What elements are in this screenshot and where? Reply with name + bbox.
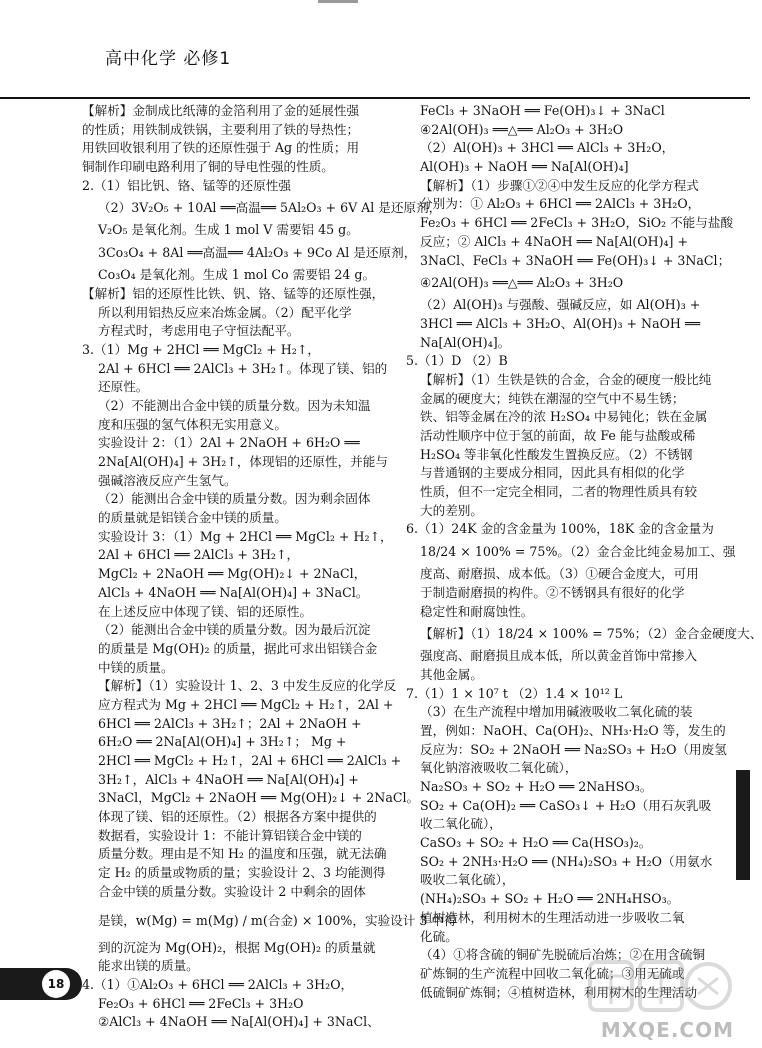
text-line: SO₂ + 2NH₃·H₂O ══ (NH₄)₂SO₃ + H₂O（用氨水 bbox=[420, 853, 713, 869]
text-line: 3NaCl、FeCl₃ + 3NaOH ══ Fe(OH)₃↓ + 3NaCl； bbox=[420, 252, 731, 268]
text-line: 的质量就是铝镁合金中镁的质量。 bbox=[98, 510, 287, 526]
text-line: （2）能测出合金中镁的质量分数。因为剩余固体 bbox=[98, 491, 371, 507]
text-line: 植树造林，利用树木的生理活动进一步吸收二氧 bbox=[420, 909, 685, 925]
text-line: MgCl₂ + 2NaOH ══ Mg(OH)₂↓ + 2NaCl， bbox=[98, 566, 367, 582]
text-line: 体现了镁、铝的还原性。（2）根据各方案中提供的 bbox=[98, 809, 377, 825]
watermark-url: MXQE.COM bbox=[600, 1018, 734, 1042]
text-line: CaSO₃ + SO₂ + H₂O ══ Ca(HSO₃)₂。 bbox=[420, 835, 652, 851]
text-line: 收二氧化硫）， bbox=[420, 816, 502, 832]
text-line: 2Na[Al(OH)₄] + 3H₂↑，体现铝的还原性，并能与 bbox=[98, 454, 388, 469]
text-line: 分别为：① Al₂O₃ + 6HCl ══ 2AlCl₃ + 3H₂O， bbox=[420, 196, 701, 212]
text-line: 氧化钠溶液吸收二氧化硫）， bbox=[420, 760, 578, 776]
text-line: SO₂ + Ca(OH)₂ ══ CaSO₃↓ + H₂O（用石灰乳吸 bbox=[420, 797, 712, 813]
text-line: 【解析】（1）步骤①②④中发生反应的化学方程式 bbox=[420, 177, 699, 193]
text-line: 的性质；用铁制成铁锅，主要利用了铁的导热性； bbox=[82, 121, 360, 137]
text-line: FeCl₃ + 3NaOH ══ Fe(OH)₃↓ + 3NaCl bbox=[420, 103, 665, 118]
text-line: 【解析】（1）生铁是铁的合金，合金的硬度一般比纯 bbox=[420, 371, 712, 387]
text-line: Na₂SO₃ + SO₂ + H₂O ══ 2NaHSO₃。 bbox=[420, 779, 653, 794]
text-line: 稳定性和耐腐蚀性。 bbox=[420, 603, 534, 619]
text-line: 性质，但不一定完全相同，二者的物理性质具有较 bbox=[420, 484, 698, 500]
text-line: （2）3V₂O₅ + 10Al ══高温══ 5Al₂O₃ + 6V Al 是还原剂， bbox=[98, 200, 442, 216]
text-line: 数据看，实验设计 1：不能计算铝镁合金中镁的 bbox=[98, 827, 362, 843]
text-line: 度高、耐磨损、成本低。（3）①硬合金度大，可用 bbox=[420, 566, 699, 582]
text-line: 与普通钢的主要成分相同，因此具有相似的化学 bbox=[420, 465, 685, 481]
text-line: 矿炼铜的生产流程中回收二氧化硫；③用无硫或 bbox=[420, 965, 685, 981]
text-line: 强碱溶液反应产生氢气。 bbox=[98, 472, 237, 488]
text-line: 在上述反应中体现了镁、铝的还原性。 bbox=[98, 603, 313, 619]
text-line: 反应；② AlCl₃ + 4NaOH ══ Na[Al(OH)₄] + bbox=[420, 233, 689, 249]
text-line: 【解析】（1）18/24 × 100% = 75%；（2）金合金硬度大、 bbox=[420, 626, 762, 642]
text-line: 【解析】铝的还原性比铁、钒、铬、锰等的还原性强， bbox=[82, 285, 385, 301]
text-line: 3.（1）Mg + 2HCl ══ MgCl₂ + H₂↑， bbox=[82, 341, 320, 357]
text-line: 6.（1）24K 金的含金量为 100%，18K 金的含金量为 bbox=[406, 521, 714, 537]
text-line: 质量分数。理由是不知 H₂ 的温度和压强，就无法确 bbox=[98, 846, 387, 862]
header-rule bbox=[0, 97, 750, 99]
text-line: 所以利用铝热反应来冶炼金属。（2）配平化学 bbox=[98, 304, 352, 320]
text-line: 方程式时，考虑用电子守恒法配平。 bbox=[98, 323, 300, 339]
text-line: 铜制作印刷电路利用了铜的导电性强的性质。 bbox=[82, 159, 334, 175]
text-line: V₂O₅ 是氧化剂。生成 1 mol V 需要铝 45 g。 bbox=[98, 222, 359, 238]
right-column bbox=[400, 102, 762, 1002]
text-line: 3NaCl，MgCl₂ + 2NaOH ══ Mg(OH)₂↓ + 2NaCl。 bbox=[98, 790, 420, 806]
text-line: 实验设计 2：（1）2Al + 2NaOH + 6H₂O ══ bbox=[98, 435, 360, 451]
text-line: 2HCl ══ MgCl₂ + H₂↑，2Al + 6HCl ══ 2AlCl₃ + bbox=[98, 753, 402, 768]
text-line: 6H₂O ══ 2Na[Al(OH)₄] + 3H₂↑； Mg + bbox=[98, 734, 347, 750]
text-line: 到的沉淀为 Mg(OH)₂，根据 Mg(OH)₂ 的质量就 bbox=[98, 939, 376, 955]
text-line: ④2Al(OH)₃ ══△══ Al₂O₃ + 3H₂O bbox=[420, 275, 624, 291]
text-line: 【解析】金制成比纸薄的金箔利用了金的延展性强 bbox=[82, 103, 360, 118]
text-line: Co₃O₄ 是氧化剂。生成 1 mol Co 需要铝 24 g。 bbox=[98, 267, 376, 283]
text-line: 实验设计 3：（1）Mg + 2HCl ══ MgCl₂ + H₂↑， bbox=[98, 528, 393, 544]
text-line: 能求出镁的质量。 bbox=[98, 958, 199, 974]
text-line: 7.（1）1 × 10⁷ t （2）1.4 × 10¹² L bbox=[406, 685, 623, 701]
text-line: 3HCl ══ AlCl₃ + 3H₂O、Al(OH)₃ + NaOH ══ bbox=[420, 315, 701, 331]
page-header-title: 高中化学 必修1 bbox=[105, 49, 232, 69]
text-line: Fe₂O₃ + 6HCl ══ 2FeCl₃ + 3H₂O bbox=[98, 995, 304, 1011]
text-line: (NH₄)₂SO₃ + SO₂ + H₂O ══ 2NH₄HSO₃。 bbox=[420, 891, 680, 907]
text-line: 用铁回收银利用了铁的还原性强于 Ag 的性质；用 bbox=[82, 140, 360, 156]
text-line: （2）Al(OH)₃ + 3HCl ══ AlCl₃ + 3H₂O， bbox=[420, 140, 675, 156]
text-line: （3）在生产流程中增加用碱液吸收二氧化硫的装 bbox=[420, 704, 693, 720]
text-line: （4）①将含硫的铜矿先脱硫后冶炼；②在用含硫铜 bbox=[420, 947, 706, 963]
text-line: 是镁，w(Mg) = m(Mg) / m(合金) × 100%，实验设计 3 中得 bbox=[98, 912, 457, 928]
text-line: 金属的硬度大；纯铁在潮湿的空气中不易生锈； bbox=[420, 390, 685, 406]
text-line: （2）不能测出合金中镁的质量分数。因为未知温 bbox=[98, 397, 371, 413]
side-edge-tab bbox=[736, 770, 750, 880]
text-line: 6HCl ══ 2AlCl₃ + 3H₂↑；2Al + 2NaOH + bbox=[98, 715, 362, 731]
text-line: 3Co₃O₄ + 8Al ══高温══ 4Al₂O₃ + 9Co Al 是还原剂， bbox=[98, 245, 417, 261]
text-line: ④2Al(OH)₃ ══△══ Al₂O₃ + 3H₂O bbox=[420, 121, 624, 137]
text-line: 度和压强的氢气体积无实用意义。 bbox=[98, 416, 287, 432]
text-line: H₂SO₄ 等非氧化性酸发生置换反应。（2）不锈钢 bbox=[420, 446, 693, 462]
text-line: 定 H₂ 的质量或物质的量；实验设计 2、3 均能测得 bbox=[98, 865, 386, 881]
text-line: 2Al + 6HCl ══ 2AlCl₃ + 3H₂↑。体现了镁、铝的 bbox=[98, 360, 388, 376]
text-line: 2.（1）铝比钒、铬、锰等的还原性强 bbox=[82, 177, 291, 193]
text-line: 18/24 × 100% = 75%。（2）金合金比纯金易加工、强 bbox=[420, 544, 736, 560]
text-line: 合金中镁的质量分数。实验设计 2 中剩余的固体 bbox=[98, 883, 366, 899]
text-line: （2）Al(OH)₃ 与强酸、强碱反应，如 Al(OH)₃ + bbox=[420, 297, 701, 313]
text-line: 中镁的质量。 bbox=[98, 659, 174, 675]
text-line: 吸收二氧化硫）， bbox=[420, 872, 515, 888]
text-line: 【解析】（1）实验设计 1、2、3 中发生反应的化学反 bbox=[98, 678, 397, 694]
text-line: 铁、铝等金属在冷的浓 H₂SO₄ 中易钝化；铁在金属 bbox=[420, 409, 708, 425]
text-line: 反应为：SO₂ + 2NaOH ══ Na₂SO₃ + H₂O（用废氢 bbox=[420, 741, 727, 757]
text-line: Na[Al(OH)₄]。 bbox=[420, 334, 511, 350]
text-line: 低硫铜矿炼铜；④植树造林，利用树木的生理活动 bbox=[420, 984, 698, 1000]
top-mark bbox=[318, 0, 358, 3]
text-line: 还原性。 bbox=[98, 379, 149, 395]
text-line: 4.（1）①Al₂O₃ + 6HCl ══ 2AlCl₃ + 3H₂O， bbox=[82, 976, 354, 992]
text-line: 活动性顺序中位于氢的前面，故 Fe 能与盐酸或稀 bbox=[420, 428, 696, 443]
text-line: 大的差别。 bbox=[420, 502, 483, 518]
watermark-logo-icon bbox=[586, 952, 736, 1022]
text-line: ②AlCl₃ + 4NaOH ══ Na[Al(OH)₄] + 3NaCl、 bbox=[98, 1014, 380, 1030]
text-line: 化硫。 bbox=[420, 928, 458, 944]
text-line: （2）能测出合金中镁的质量分数。因为最后沉淀 bbox=[98, 622, 371, 638]
text-line: 置，例如：NaOH、Ca(OH)₂、NH₃·H₂O 等，发生的 bbox=[420, 722, 726, 738]
text-line: Al(OH)₃ + NaOH ══ Na[Al(OH)₄] bbox=[420, 159, 629, 175]
text-line: 的质量是 Mg(OH)₂ 的质量，据此可求出铝镁合金 bbox=[98, 640, 378, 656]
text-line: Fe₂O₃ + 6HCl ══ 2FeCl₃ + 3H₂O，SiO₂ 不能与盐酸 bbox=[420, 215, 734, 231]
text-line: 应方程式为 Mg + 2HCl ══ MgCl₂ + H₂↑，2Al + bbox=[98, 696, 394, 712]
text-line: 强度高、耐磨损且成本低，所以黄金首饰中常掺入 bbox=[420, 648, 698, 664]
text-line: 2Al + 6HCl ══ 2AlCl₃ + 3H₂↑， bbox=[98, 547, 300, 563]
text-line: 于制造耐磨损的构件。②不锈钢具有很好的化学 bbox=[420, 584, 685, 600]
page-number: 18 bbox=[42, 970, 70, 998]
text-line: 5.（1）D （2）B bbox=[406, 353, 508, 369]
text-line: AlCl₃ + 4NaOH ══ Na[Al(OH)₄] + 3NaCl。 bbox=[98, 584, 369, 600]
text-line: 其他金属。 bbox=[420, 666, 483, 682]
text-line: 3H₂↑，AlCl₃ + 4NaOH ══ Na[Al(OH)₄] + bbox=[98, 771, 359, 787]
